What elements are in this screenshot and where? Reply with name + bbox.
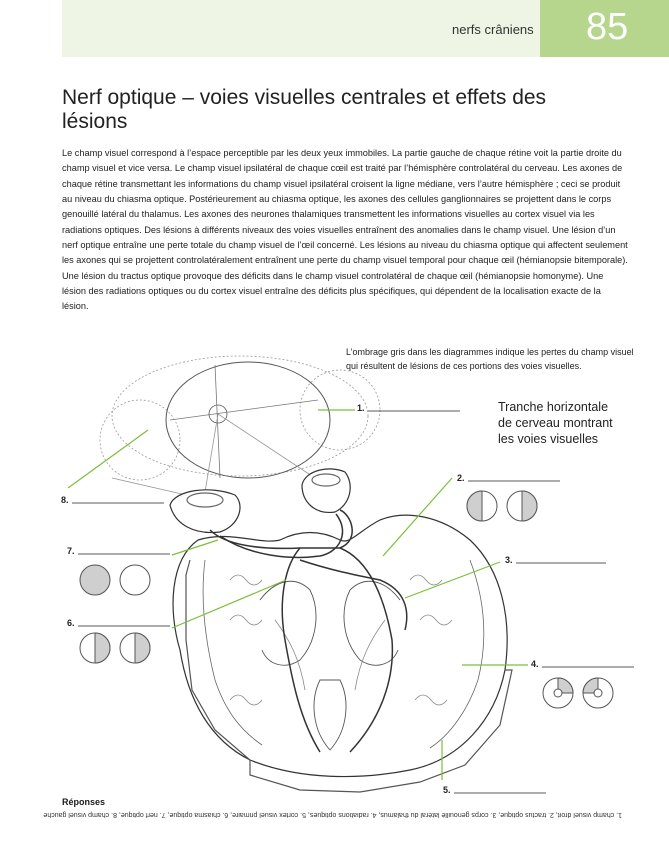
brain-slice [173,515,512,792]
answers-heading: Réponses [62,797,106,807]
label-4: 4. [531,659,539,669]
label-5: 5. [443,785,451,795]
label-8: 8. [61,495,69,505]
label-3: 3. [505,555,513,565]
diagram-caption: L’ombrage gris dans les diagrammes indique les pertes du champ visuel qui résultent de lésions de ces portions des voies visuelles. [346,347,634,371]
label-1: 1. [357,403,365,413]
label-7: 7. [67,546,75,556]
page-number: 85 [586,6,629,48]
diagram-side-title: Tranche horizontale de cerveau montrant les voies visuelles [498,400,613,446]
label-2: 2. [457,473,465,483]
intro-paragraph: Le champ visuel correspond à l’espace perceptible par les deux yeux immobiles. La partie gauche de chaque rétine voit la partie droite du champ visuel et vice versa. Le champ visuel ipsilatéral de chaque cœil est traité par l’hémisphère controlatéral du cerveau. Les axones de chaque rétine transmettant les informations du champ visuel ipsilatéral croisent la ligne médiane, vers l’autre hémisphère ; ceci se produit au niveau du chiasma optique. Postérieurement au chiasma optique, les axones des cellules ganglionnaires se projettent dans le corps genouillé latéral du thalamus. Les axones des neurones thalamiques transmettent les informations visuelles au cortex visuel via les radiations optiques. Des lésions à différents niveaux des voies visuelles entraînent des anomalies dans le champ visuel. Une lésion d’un nerf optique entraîne une perte totale du champ visuel de l’œil concerné. Les lésions au niveau du chiasma optique qui affectent seulement les axones qui se projettent controlatéralement entraînent une perte du champ visuel temporal pour chaque œil (hémianopsie bitemporale). Une lésion du tractus optique provoque des déficits dans le champ visuel controlatéral de chaque œil (hémianopsie homonyme). Une lésion des radiations optiques ou du cortex visuel entraîne des déficits plus spécifiques, qui dépendent de la localisation exacte de la lésion. [62,148,628,312]
answer-blanks [72,411,634,793]
label-6: 6. [67,618,75,628]
section-label: nerfs crâniens [452,22,534,37]
eyes [170,469,350,533]
page-title: Nerf optique – voies visuelles centrales et effets des lésions [62,86,547,133]
answers-text: 1. champ visuel droit, 2. tractus optique, 3. corps genouillé latéral du thalamus, 4. radiations optiques, 5. cortex visuel primaire, 6. chiasma optique, 7. nerf optique, 8. champ visuel gauche [43,811,622,818]
